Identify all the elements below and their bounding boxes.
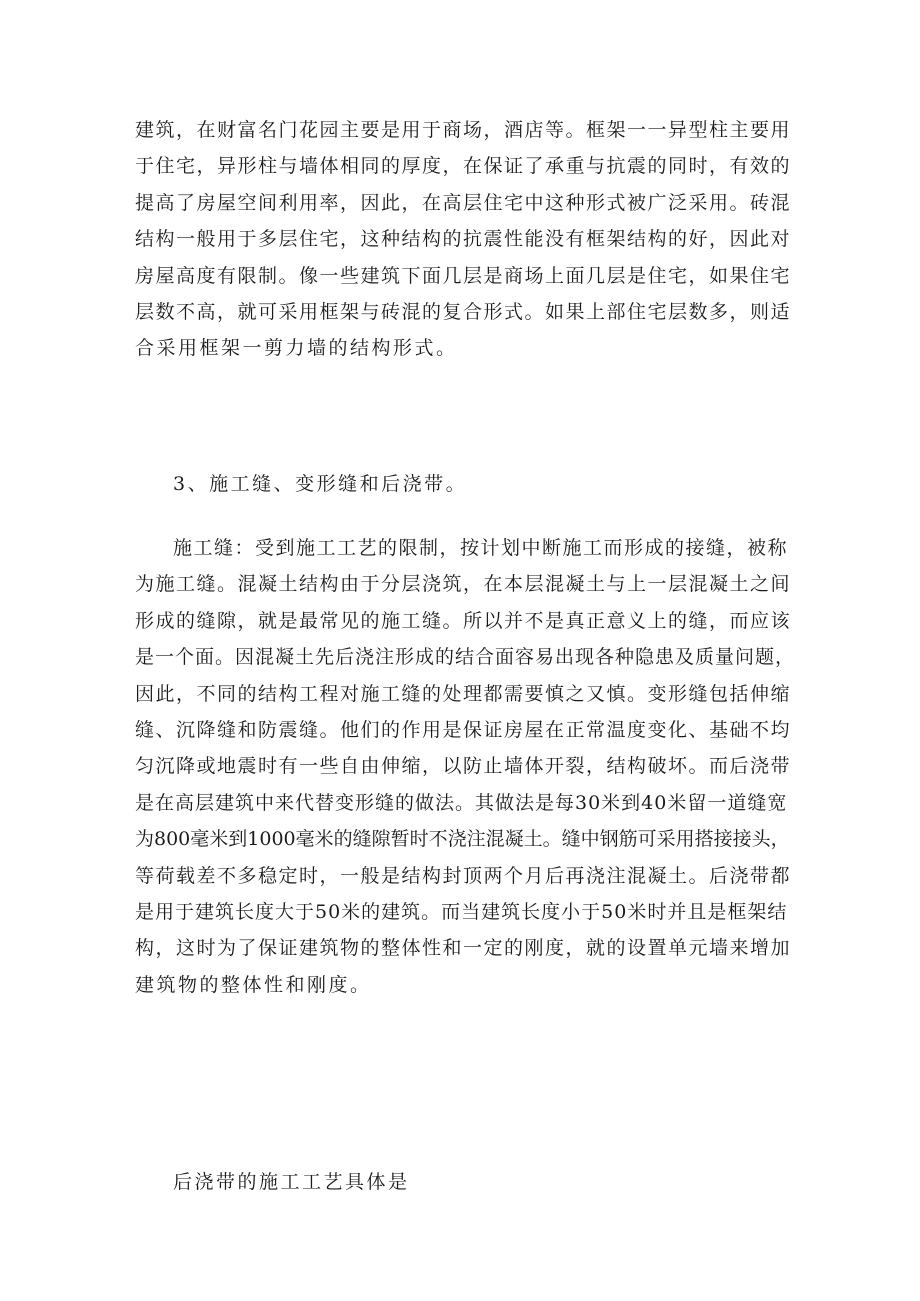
text-line: 于住宅，异形柱与墙体相同的厚度，在保证了承重与抗震的同时，有效的: [135, 155, 792, 178]
paragraph-post-pour-process: [135, 1164, 795, 1200]
section-heading: [135, 466, 795, 502]
text-line: 匀沉降或地震时有一些自由伸缩，以防止墙体开裂，结构破坏。而后浇带: [135, 755, 792, 778]
text-line: 房屋高度有限制。像一些建筑下面几层是商场上面几层是住宅，如果住宅: [135, 264, 792, 287]
text-line: 建筑，在财富名门花园主要是用于商场，酒店等。框架一一异型柱主要用: [135, 119, 792, 141]
text-line: 后浇带的施工工艺具体是: [173, 1171, 410, 1193]
text-line: 合采用框架一剪力墙的结构形式。: [135, 337, 458, 360]
text-line: 是一个面。因混凝土先后浇注形成的结合面容易出现各种隐患及质量问题，: [135, 646, 796, 669]
text-line: 缝、沉降缝和防震缝。他们的作用是保证房屋在正常温度变化、基础不均: [135, 718, 792, 741]
text-line: 是在高层建筑中来代替变形缝的做法。其做法是每30米到40米留一道缝宽: [135, 791, 788, 814]
paragraph-joints: [135, 530, 795, 1003]
text-line: 是用于建筑长度大于50米的建筑。而当建筑长度小于50米时并且是框架结: [135, 900, 788, 923]
paragraph-structure-types: [135, 112, 795, 367]
text-line: 为施工缝。混凝土结构由于分层浇筑，在本层混凝土与上一层混凝土之间: [135, 573, 792, 596]
text-line: 等荷载差不多稳定时，一般是结构封顶两个月后再浇注混凝土。后浇带都: [135, 864, 792, 887]
text-line: 因此，不同的结构工程对施工缝的处理都需要慎之又慎。变形缝包括伸缩: [135, 682, 792, 705]
text-line: 形成的缝隙，就是最常见的施工缝。所以并不是真正意义上的缝，而应该: [135, 609, 792, 632]
text-line: 建筑物的整体性和刚度。: [135, 973, 372, 996]
text-line: 构，这时为了保证建筑物的整体性和一定的刚度，就的设置单元墙来增加: [135, 937, 792, 960]
text-line: 施工缝：受到施工工艺的限制，按计划中断施工而形成的接缝，被称: [173, 537, 789, 559]
section-heading-text: 3、施工缝、变形缝和后浇带。: [173, 473, 468, 495]
text-line: 提高了房屋空间利用率，因此，在高层住宅中这种形式被广泛采用。砖混: [135, 191, 792, 214]
text-line: 结构一般用于多层住宅，这种结构的抗震性能没有框架结构的好，因此对: [135, 228, 792, 251]
text-line: 为800毫米到1000毫米的缝隙暂时不浇注混凝土。缝中钢筋可采用搭接接头，: [135, 828, 790, 851]
text-line: 层数不高，就可采用框架与砖混的复合形式。如果上部住宅层数多，则适: [135, 300, 792, 323]
